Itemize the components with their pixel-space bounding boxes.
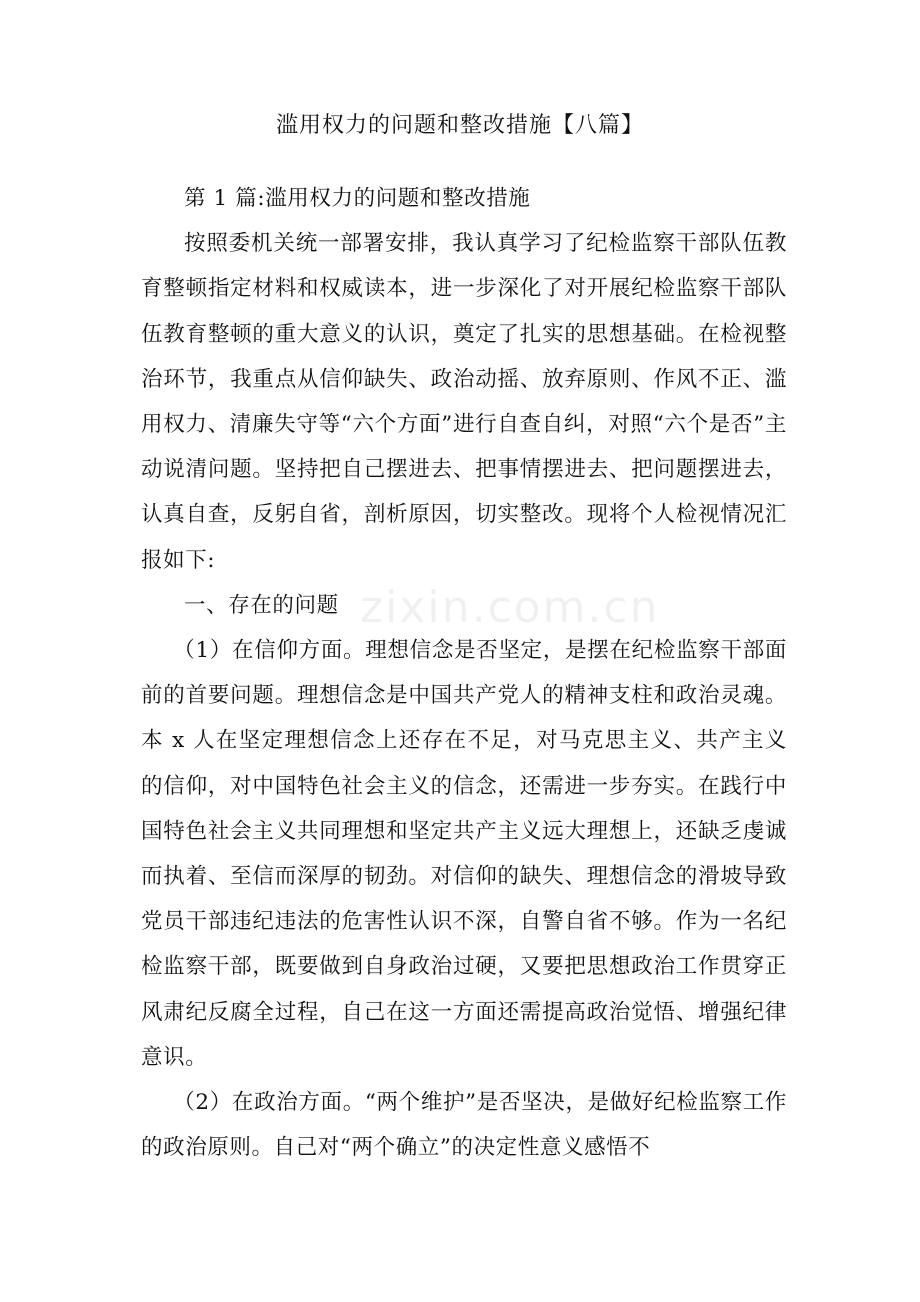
intro-paragraph: 按照委机关统一部署安排，我认真学习了纪检监察干部队伍教育整顿指定材料和权威读本，进一步深化了对开展纪检监察干部队伍教育整顿的重大意义的认识，奠定了扎实的思想基础。在检视整治环节，我重点从信仰缺失、政治动摇、放弃原则、作风不正、滥用权力、清廉失守等“六个方面”进行自查自纠，对照“六个是否”主动说清问题。坚持把自己摆进去、把事情摆进去、把问题摆进去，认真自查，反躬自省，剖析原因，切实整改。现将个人检视情况汇报如下:	[141, 231, 787, 573]
chapter-heading: 第 1 篇:滥用权力的问题和整改措施	[184, 186, 531, 211]
document-title: 滥用权力的问题和整改措施【八篇】	[275, 113, 644, 138]
item-paragraph-1: （1）在信仰方面。理想信念是否坚定，是摆在纪检监察干部面前的首要问题。理想信念是中国共产党人的精神支柱和政治灵魂。本 x 人在坚定理想信念上还存在不足，对马克思主义、共产主义的信仰，对中国特色社会主义的信念，还需进一步夯实。在践行中国特色社会主义共同理想和坚定共产主义远大理想上，还缺乏虔诚而执着、至信而深厚的韧劲。对信仰的缺失、理想信念的滑坡导致党员干部违纪违法的危害性认识不深，自警自省不够。作为一名纪检监察干部，既要做到自身政治过硬，又要把思想政治工作贯穿正风肃纪反腐全过程，自己在这一方面还需提高政治觉悟、增强纪律意识。	[141, 638, 787, 1070]
watermark-text: zixin.com.cn	[360, 582, 660, 633]
document-body	[141, 176, 787, 1170]
item-paragraph-2: （2）在政治方面。“两个维护”是否坚决，是做好纪检监察工作的政治原则。自己对“两个确立”的决定性意义感悟不	[141, 1090, 787, 1161]
section-heading: 一、存在的问题	[184, 592, 339, 618]
